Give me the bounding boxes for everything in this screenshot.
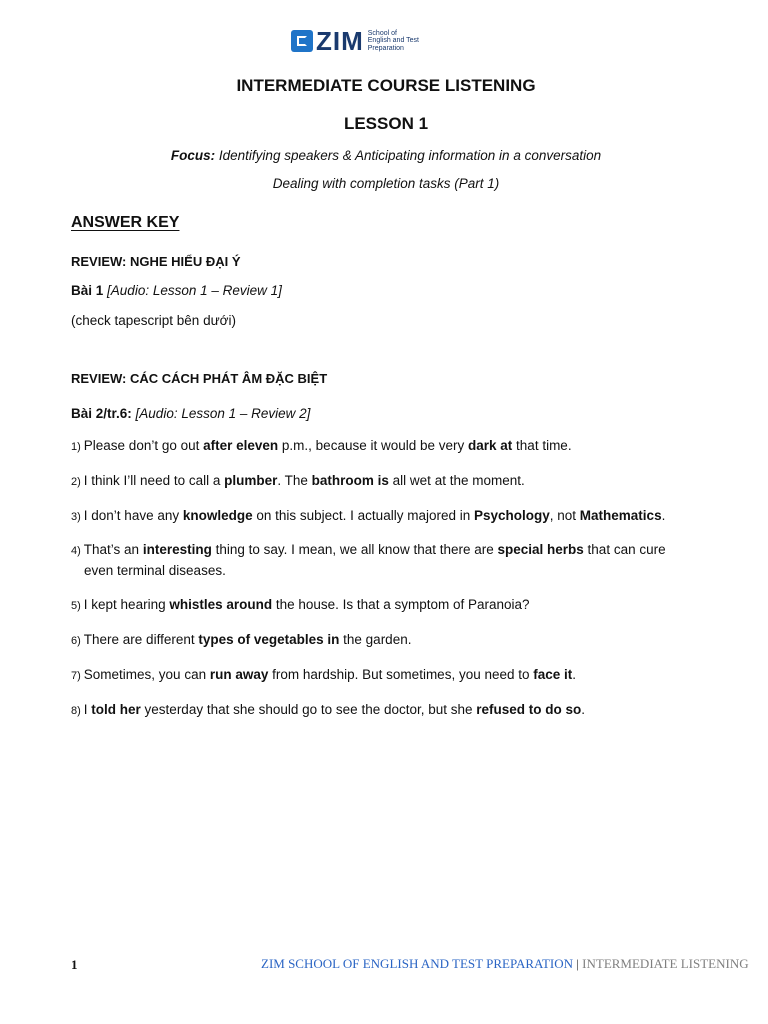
- answer-text: Please don’t go out: [83, 438, 204, 453]
- review-2-heading: REVIEW: CÁC CÁCH PHÁT ÂM ĐẶC BIỆT: [71, 371, 328, 386]
- answer-highlight: refused to do so: [476, 702, 582, 717]
- focus-line: [0, 148, 768, 163]
- answer-text: I think I’ll need to call a: [83, 473, 225, 488]
- exercise-2-label: Bài 2/tr.6:: [71, 406, 132, 421]
- exercise-1-audio: [Audio: Lesson 1 – Review 1]: [107, 283, 282, 298]
- answer-text: from hardship. But sometimes, you need to: [268, 667, 534, 682]
- answer-highlight: types of vegetables in: [198, 632, 340, 647]
- footer-separator: |: [576, 956, 579, 971]
- answer-text: .: [581, 702, 586, 717]
- answer-highlight: bathroom is: [311, 473, 389, 488]
- answer-highlight: told her: [91, 702, 141, 717]
- answer-item-number: 3): [71, 511, 81, 523]
- answer-item: [71, 436, 691, 457]
- answer-item-number: 6): [71, 635, 81, 647]
- answer-item: [71, 595, 691, 616]
- answer-text: , not: [549, 508, 580, 523]
- answer-item-number: 7): [71, 670, 81, 682]
- answer-highlight: Mathematics: [579, 508, 662, 523]
- answer-item-number: 4): [71, 545, 81, 557]
- focus-text: Identifying speakers & Anticipating information in a conversation: [218, 148, 602, 163]
- focus-line-2: Dealing with completion tasks (Part 1): [272, 176, 500, 191]
- answer-text: all wet at the moment.: [388, 473, 525, 488]
- exercise-1-note: (check tapescript bên dưới): [71, 313, 236, 328]
- page-footer: [261, 956, 749, 972]
- answer-text: There are different: [83, 632, 199, 647]
- page-number: 1: [71, 957, 78, 972]
- lesson-title: LESSON 1: [343, 114, 429, 133]
- answer-highlight: face it: [533, 667, 573, 682]
- answer-text: that time.: [512, 438, 572, 453]
- answer-text: That’s an: [83, 542, 143, 557]
- answer-text: p.m., because it would be very: [278, 438, 469, 453]
- review-1-heading: REVIEW: NGHE HIỂU ĐẠI Ý: [71, 254, 241, 269]
- exercise-1-line: [71, 283, 282, 298]
- footer-school: ZIM SCHOOL OF ENGLISH AND TEST PREPARATION: [261, 956, 574, 971]
- answer-text: .: [572, 667, 577, 682]
- answer-item: [71, 471, 691, 492]
- answer-highlight: plumber: [224, 473, 278, 488]
- answer-highlight: special herbs: [497, 542, 584, 557]
- answer-text: that can cure: [583, 542, 666, 557]
- answer-highlight: dark at: [468, 438, 513, 453]
- answer-text-continuation: even terminal diseases.: [84, 563, 226, 578]
- logo-tagline-line: Preparation: [367, 44, 404, 52]
- footer-course: INTERMEDIATE LISTENING: [582, 956, 749, 971]
- answer-text: I don’t have any: [83, 508, 183, 523]
- exercise-1-label: Bài 1: [71, 283, 104, 298]
- answer-item-number: 1): [71, 441, 81, 453]
- answer-highlight: Psychology: [473, 508, 550, 523]
- logo-tagline: [368, 30, 432, 53]
- answer-highlight: after eleven: [203, 438, 279, 453]
- answer-item: [71, 506, 691, 527]
- answer-text: .: [661, 508, 666, 523]
- focus-label: Focus:: [170, 148, 216, 163]
- answer-text: . The: [277, 473, 312, 488]
- answer-text: on this subject. I actually majored in: [252, 508, 474, 523]
- answer-text: I kept hearing: [83, 597, 170, 612]
- answer-item: [71, 700, 691, 721]
- answer-highlight: whistles around: [169, 597, 273, 612]
- answer-item-number: 5): [71, 600, 81, 612]
- answer-key-heading: ANSWER KEY: [71, 214, 180, 231]
- logo-tagline-line: School of: [367, 29, 397, 37]
- answer-text: the house. Is that a symptom of Paranoia?: [272, 597, 530, 612]
- answer-highlight: run away: [209, 667, 269, 682]
- answer-item: [71, 630, 691, 651]
- logo-mark-icon: [291, 30, 313, 52]
- logo-tagline-line: English and Test: [367, 37, 420, 45]
- answer-item: [71, 540, 691, 581]
- answer-text: the garden.: [339, 632, 412, 647]
- answer-item: [71, 665, 691, 686]
- exercise-2-line: [71, 406, 310, 421]
- document-title: INTERMEDIATE COURSE LISTENING: [236, 76, 536, 95]
- exercise-2-audio: [Audio: Lesson 1 – Review 2]: [135, 406, 311, 421]
- logo-word: ZIM: [316, 26, 364, 56]
- answer-item-number: 8): [71, 705, 81, 717]
- answer-text: Sometimes, you can: [83, 667, 210, 682]
- answer-text: I: [83, 702, 92, 717]
- answer-item-number: 2): [71, 476, 81, 488]
- answer-highlight: knowledge: [182, 508, 253, 523]
- answer-text: yesterday that she should go to see the doctor, but she: [140, 702, 477, 717]
- answer-text: thing to say. I mean, we all know that there are: [211, 542, 498, 557]
- answer-highlight: interesting: [142, 542, 212, 557]
- zim-logo: [291, 27, 432, 55]
